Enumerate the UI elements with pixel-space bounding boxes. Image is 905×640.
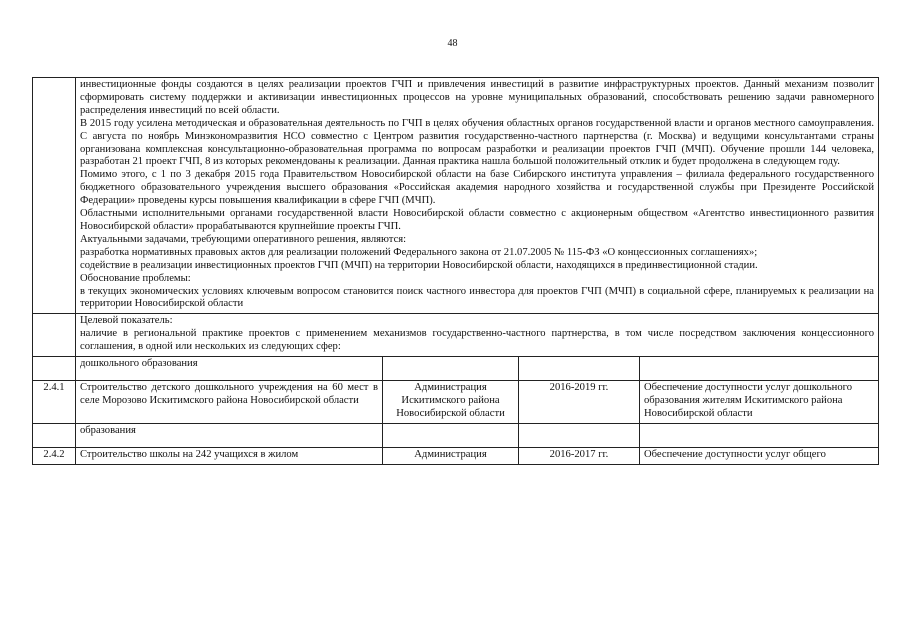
result-cell: Обеспечение доступности услуг дошкольного образования жителям Искитимского района Новосибирской области: [640, 381, 879, 424]
intro-paragraph: Обоснование проблемы:: [80, 272, 191, 284]
project-name: Строительство детского дошкольного учреждения на 60 мест в селе Морозово Искитимского района Новосибирской области: [80, 382, 378, 406]
intro-paragraph: Помимо этого, с 1 по 3 декабря 2015 года Правительством Новосибирской области на базе Сибирского института управления – филиала федерального государственного бюджетного образовательного учреждения высшего образования «Российская академия народного хозяйства и государственной службы при Президенте Российской Федерации» проведены курсы повышения квалификации в сфере ГЧП (МЧП).: [80, 169, 874, 207]
period-cell: 2016-2017 гг.: [519, 447, 640, 464]
empty-cell: [519, 357, 640, 381]
table-row-section-general: [33, 423, 879, 447]
empty-num-cell: [33, 357, 76, 381]
table-row-intro: [33, 78, 879, 314]
table-row: [33, 447, 879, 464]
empty-num-cell: [33, 78, 76, 314]
target-paragraph: наличие в региональной практике проектов с применением механизмов государственно-частного партнерства, в том числе посредством заключения концессионного соглашения, в одной или нескольких из следующих сфер:: [80, 328, 874, 353]
empty-cell: [640, 357, 879, 381]
table-row-target: [33, 314, 879, 357]
intro-paragraph: В 2015 году усилена методическая и образовательная деятельность по ГЧП в целях обучения областных органов государственной власти и органов местного самоуправления. С августа по ноябрь Минэкономразвития НСО совместно с Центром развития государственно-частного партнерства (г. Москва) и ведущими консультантами страны организована комплексная консультационно-образовательная программа по вопросам разработки и реализации проектов ГЧП (МЧП). Обучение прошли 144 человека, разработан 21 проект ГЧП, 8 из которых рекомендованы к реализации. Данная практика нашла большой положительный отклик и будет продолжена в следующем году.: [80, 117, 874, 168]
intro-paragraph: содействие в реализации инвестиционных проектов ГЧП (МЧП) на территории Новосибирской области, находящихся в прединвестиционной стадии.: [80, 259, 758, 271]
empty-cell: [383, 423, 519, 447]
measures-table: [32, 77, 879, 465]
table-row: [33, 381, 879, 424]
result-cell: Обеспечение доступности услуг общего: [640, 447, 879, 464]
project-name: Строительство школы на 242 учащихся в жилом: [80, 448, 299, 460]
project-cell: [76, 381, 383, 424]
row-number: 2.4.2: [33, 447, 76, 464]
intro-paragraph: Актуальными задачами, требующими оперативного решения, являются:: [80, 233, 407, 245]
section-label: дошкольного образования: [76, 357, 383, 381]
intro-paragraph: Областными исполнительными органами государственной власти Новосибирской области совместно с акционерным обществом «Агентство инвестиционного развития Новосибирской области» прорабатываются крупнейшие проекты ГЧП.: [80, 208, 874, 232]
page-number: 48: [447, 38, 458, 49]
empty-num-cell: [33, 314, 76, 357]
intro-text-cell: [76, 78, 879, 314]
responsible-cell: Администрация: [383, 447, 519, 464]
intro-paragraph: в текущих экономических условиях ключевым вопросом становится поиск частного инвестора для проектов ГЧП (МЧП) в социальной сфере, планируемых к реализации на территории Новосибирской области: [80, 285, 874, 310]
row-number: 2.4.1: [33, 381, 76, 424]
project-cell: [76, 447, 383, 464]
empty-cell: [383, 357, 519, 381]
target-heading: Целевой показатель:: [80, 315, 173, 327]
section-label: образования: [76, 423, 383, 447]
table-row-section-preschool: [33, 357, 879, 381]
responsible-cell: Администрация Искитимского района Новосибирской области: [383, 381, 519, 424]
target-text-cell: [76, 314, 879, 357]
empty-cell: [640, 423, 879, 447]
intro-paragraph: инвестиционные фонды создаются в целях реализации проектов ГЧП и привлечения инвестиций в развитие инфраструктурных проектов. Данный механизм позволит сформировать систему поддержки и активизации инвестиционных процессов на уровне муниципальных образований, способствовать решению задачи равномерного распределения инвестиций по всей области.: [80, 79, 874, 116]
intro-paragraph: разработка нормативных правовых актов для реализации положений Федерального закона от 21.07.2005 № 115-ФЗ «О концессионных соглашениях»;: [80, 246, 758, 258]
period-cell: 2016-2019 гг.: [519, 381, 640, 424]
empty-num-cell: [33, 423, 76, 447]
empty-cell: [519, 423, 640, 447]
